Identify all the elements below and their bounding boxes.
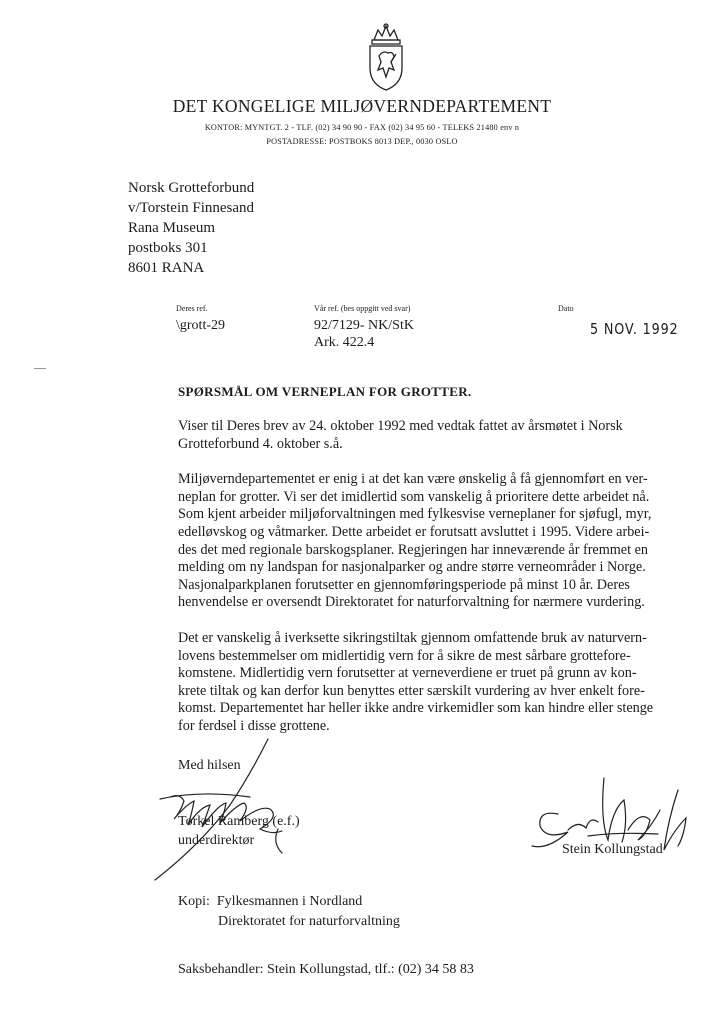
closing-greeting: Med hilsen [178,758,241,773]
second-signer-name: Stein Kollungstad [562,842,663,857]
deres-ref-value: \grott-29 [176,318,225,333]
recipient-line: Rana Museum [128,220,216,236]
var-ref-label: Vår ref. (bes oppgitt ved svar) [314,304,411,313]
signer-name: Torkel Ramberg (e.f.) [178,814,300,829]
body-line: melding om ny landspan for nasjonalparker og andre større verneområder i Norge. [178,559,646,576]
body-line: Nasjonalparkplanen forutsetter en gjennomføringsperiode på minst 10 år. Deres [178,576,630,593]
body-line: des det med regionale barskogsplaner. Regjeringen har inneværende år fremmet en [178,541,648,558]
body-line: komstene. Midlertidig vern forutsetter at verneverdiene er truet på grunn av kon- [178,665,637,682]
copy-recipient: Fylkesmannen i Nordland [216,894,363,909]
archive-ref-value: Ark. 422.4 [314,335,375,350]
letter-body [178,418,698,754]
letter-subject: SPØRSMÅL OM VERNEPLAN FOR GROTTER. [178,384,472,399]
body-line: neplan for grotter. Vi ser det imidlertid som vanskelig å prioritere dette arbeidet nå. [178,488,650,505]
recipient-line: Norsk Grotteforbund [128,180,255,196]
var-ref-value: 92/7129- NK/StK [314,318,414,333]
body-line: krete tiltak og kan derfor kun benyttes etter særskilt vurdering av hver enkelt fore- [178,682,645,699]
body-line: henvendelse er oversendt Direktoratet for naturforvaltning for nærmere vurdering. [178,594,645,611]
date-label: Dato [558,304,574,313]
margin-mark [34,368,46,369]
recipient-address [128,178,254,278]
recipient-line: postboks 301 [128,240,208,256]
ministry-contact-line: KONTOR: MYNTGT. 2 - TLF. (02) 34 90 90 - FAX (02) 34 95 60 - TELEKS 21480 env n [204,123,520,132]
date-stamp: 5 NOV. 1992 [590,320,679,338]
body-line: edelløvskog og våtmarker. Dette arbeidet er forutsatt avsluttet i 1995. Videre arbei- [178,523,650,540]
copies-label: Kopi: [178,894,210,909]
body-line: Det er vanskelig å iverksette sikringstiltak gjennom omfattende bruk av naturvern- [178,629,647,646]
body-line: Som kjent arbeider miljøforvaltningen med fylkesvise verneplaner for sjøfugl, myr, [178,506,652,523]
body-paragraph [178,418,698,453]
body-line: komst. Departementet har heller ikke andre virkemidler som kan hindre eller stenge [178,700,654,717]
body-line: lovens bestemmelser om midlertidig vern for å sikre de mest sårbare grottefore- [178,647,631,664]
case-handler: Saksbehandler: Stein Kollungstad, tlf.: (02) 34 58 83 [178,962,474,977]
recipient-line: v/Torstein Finnesand [128,200,255,216]
body-line: Miljøverndepartementet er enig i at det kan være ønskelig å få gjennomført en ver- [178,471,648,488]
recipient-line: 8601 RANA [128,260,205,276]
copy-recipient: Direktoratet for naturforvaltning [218,914,400,929]
body-line: for ferdsel i disse grottene. [178,717,330,734]
norwegian-coat-of-arms-icon [364,22,408,92]
copies-block [178,892,400,932]
body-line: Grotteforbund 4. oktober s.å. [178,435,343,452]
deres-ref-label: Deres ref. [176,304,208,313]
body-paragraph [178,471,698,612]
signer-title: underdirektør [178,833,255,848]
body-line: Viser til Deres brev av 24. oktober 1992 med vedtak fattet av årsmøtet i Norsk [178,418,623,434]
ministry-name: DET KONGELIGE MILJØVERNDEPARTEMENT [172,96,552,116]
ministry-postal-address: POSTADRESSE: POSTBOKS 8013 DEP., 0030 OSLO [266,137,458,146]
handwritten-signature-ramberg [140,735,310,885]
body-paragraph [178,630,698,736]
